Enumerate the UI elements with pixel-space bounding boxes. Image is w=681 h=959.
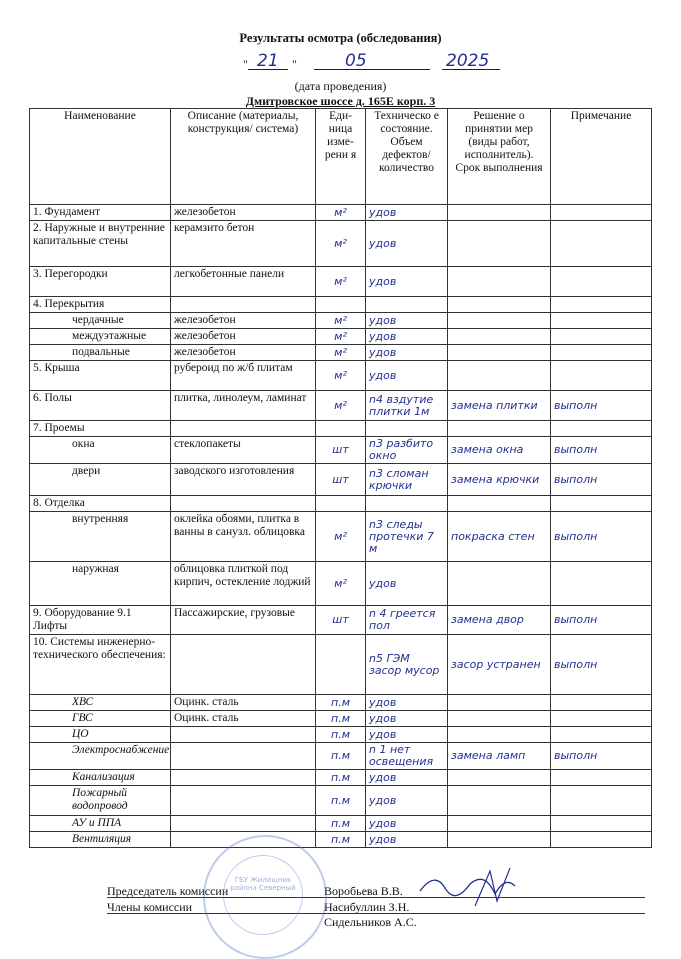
cell-note [551,695,652,711]
cell-unit: м² [316,562,366,606]
cell-unit: п.м [316,770,366,786]
cell-name: 9. Оборудование 9.1 Лифты [30,606,171,635]
cell-unit: шт [316,464,366,496]
cell-desc [171,421,316,437]
cell-unit [316,297,366,313]
table-row [30,329,652,345]
cell-desc: облицовка плиткой под кирпич, остекление лоджий [171,562,316,606]
cell-decision [448,786,551,816]
cell-unit: шт [316,437,366,464]
table-row [30,727,652,743]
cell-desc: Пассажирские, грузовые [171,606,316,635]
cell-state: n 4 греется пол [366,606,448,635]
cell-note [551,267,652,297]
table-row [30,832,652,848]
stamp-text: ГБУ Жилищник района Северный [223,855,303,935]
cell-decision: засор устранен [448,635,551,695]
cell-decision [448,297,551,313]
cell-name: 3. Перегородки [30,267,171,297]
table-row [30,437,652,464]
cell-note: выполн [551,512,652,562]
cell-desc [171,816,316,832]
cell-name: ХВС [30,695,171,711]
cell-name: внутренняя [30,512,171,562]
stamp [203,835,327,959]
cell-note [551,727,652,743]
cell-decision [448,267,551,297]
header-desc: Описание (материалы, конструкция/ система) [171,109,316,205]
table-row [30,205,652,221]
cell-note: выполн [551,464,652,496]
cell-name: 4. Перекрытия [30,297,171,313]
cell-desc: Оцинк. сталь [171,711,316,727]
table-row [30,421,652,437]
cell-name: окна [30,437,171,464]
cell-unit: м² [316,512,366,562]
cell-state: удов [366,832,448,848]
cell-unit [316,421,366,437]
members-label: Члены комиссии [107,900,193,914]
cell-unit: м² [316,221,366,267]
table-row [30,770,652,786]
cell-unit: шт [316,606,366,635]
cell-decision [448,770,551,786]
cell-state [366,297,448,313]
table-row [30,562,652,606]
cell-note [551,816,652,832]
cell-state: n 1 нет освещения [366,743,448,770]
inspection-table [29,108,652,848]
cell-note: выполн [551,391,652,421]
member2-name: Сидельников А.С. [324,915,417,929]
cell-desc: железобетон [171,205,316,221]
cell-state: удов [366,345,448,361]
cell-name: наружная [30,562,171,606]
table-row [30,711,652,727]
cell-note: выполн [551,437,652,464]
cell-unit [316,496,366,512]
cell-state: удов [366,329,448,345]
cell-decision [448,313,551,329]
cell-note [551,421,652,437]
cell-state: удов [366,221,448,267]
cell-name: Вентиляция [30,832,171,848]
cell-note: выполн [551,606,652,635]
cell-note [551,297,652,313]
cell-name: двери [30,464,171,496]
cell-desc [171,635,316,695]
cell-desc [171,496,316,512]
cell-state: удов [366,727,448,743]
cell-desc [171,743,316,770]
cell-unit: п.м [316,695,366,711]
cell-state: удов [366,205,448,221]
cell-state: удов [366,562,448,606]
header-name: Наименование [30,109,171,205]
cell-name: ГВС [30,711,171,727]
cell-name: 2. Наружные и внутренние капитальные стены [30,221,171,267]
cell-name: подвальные [30,345,171,361]
cell-state: удов [366,361,448,391]
cell-desc: железобетон [171,329,316,345]
table-row [30,391,652,421]
cell-unit: м² [316,267,366,297]
cell-decision [448,832,551,848]
cell-name: ЦО [30,727,171,743]
date-year: 2025 [446,51,490,71]
cell-decision [448,695,551,711]
cell-desc: железобетон [171,313,316,329]
header-decision: Решение о принятии мер (виды работ, исполнитель). Срок выполнения [448,109,551,205]
cell-decision: покраска стен [448,512,551,562]
cell-desc: керамзито бетон [171,221,316,267]
cell-name: Пожарный водопровод [30,786,171,816]
cell-state [366,421,448,437]
cell-name: Электроснабжение [30,743,171,770]
cell-name: 5. Крыша [30,361,171,391]
cell-name: 1. Фундамент [30,205,171,221]
cell-unit: п.м [316,816,366,832]
cell-state: n3 сломан крючки [366,464,448,496]
table-row [30,635,652,695]
table-row [30,345,652,361]
table-row [30,512,652,562]
table-row [30,816,652,832]
cell-unit: м² [316,345,366,361]
table-row [30,297,652,313]
cell-decision [448,205,551,221]
chair-name: Воробьева В.В. [324,884,403,898]
cell-name: АУ и ППА [30,816,171,832]
cell-decision [448,496,551,512]
cell-decision [448,345,551,361]
cell-desc: плитка, линолеум, ламинат [171,391,316,421]
cell-decision [448,221,551,267]
date-day: 21 [257,51,279,71]
cell-name: чердачные [30,313,171,329]
cell-decision: замена плитки [448,391,551,421]
table-row [30,695,652,711]
address: Дмитровское шоссе д. 165Е корп. 3 [245,94,436,108]
table-row [30,786,652,816]
table-row [30,606,652,635]
cell-state: n3 следы протечки 7 м [366,512,448,562]
table-row [30,743,652,770]
cell-name: Канализация [30,770,171,786]
cell-state: удов [366,267,448,297]
header-state: Техническо е состояние. Объем дефектов/ количество [366,109,448,205]
cell-unit: м² [316,205,366,221]
cell-state: удов [366,770,448,786]
cell-decision: замена крючки [448,464,551,496]
cell-desc: заводского изготовления [171,464,316,496]
cell-state: удов [366,711,448,727]
cell-unit: п.м [316,832,366,848]
cell-name: 7. Проемы [30,421,171,437]
cell-decision: замена двор [448,606,551,635]
cell-decision [448,329,551,345]
cell-desc: железобетон [171,345,316,361]
cell-state [366,496,448,512]
cell-note [551,313,652,329]
header-note: Примечание [551,109,652,205]
cell-name: 10. Системы инженерно-технического обеспечения: [30,635,171,695]
cell-desc: легкобетонные панели [171,267,316,297]
date-caption: (дата проведения) [294,79,387,93]
cell-state: n4 вздутие плитки 1м [366,391,448,421]
cell-decision [448,816,551,832]
cell-note [551,496,652,512]
cell-note [551,562,652,606]
cell-unit: м² [316,361,366,391]
cell-decision [448,361,551,391]
cell-note [551,832,652,848]
cell-note [551,711,652,727]
cell-unit: п.м [316,727,366,743]
cell-note [551,770,652,786]
cell-unit: м² [316,329,366,345]
cell-state: удов [366,816,448,832]
header-unit: Еди-ница изме-рени я [316,109,366,205]
table-row [30,221,652,267]
cell-note [551,361,652,391]
cell-decision [448,711,551,727]
cell-name: 8. Отделка [30,496,171,512]
cell-desc: Оцинк. сталь [171,695,316,711]
cell-unit [316,635,366,695]
cell-state: удов [366,786,448,816]
table-row [30,313,652,329]
cell-note: выполн [551,743,652,770]
cell-note [551,205,652,221]
cell-note [551,345,652,361]
cell-desc [171,727,316,743]
cell-unit: м² [316,391,366,421]
table-row [30,464,652,496]
cell-decision: замена ламп [448,743,551,770]
cell-desc [171,297,316,313]
cell-note [551,329,652,345]
chair-signature [415,866,525,911]
member1-name: Насибуллин З.Н. [324,900,410,914]
cell-note: выполн [551,635,652,695]
cell-state: удов [366,313,448,329]
cell-desc [171,786,316,816]
cell-name: 6. Полы [30,391,171,421]
cell-note [551,221,652,267]
cell-desc: оклейка обоями, плитка в ванны в санузл. облицовка [171,512,316,562]
cell-desc: рубероид по ж/б плитам [171,361,316,391]
table-row [30,496,652,512]
cell-state: n5 ГЭМ засор мусор [366,635,448,695]
cell-decision: замена окна [448,437,551,464]
chair-label: Председатель комиссии [107,884,229,898]
table-row [30,267,652,297]
document-title: Результаты осмотра (обследования) [239,31,442,45]
cell-unit: п.м [316,711,366,727]
cell-name: междуэтажные [30,329,171,345]
cell-decision [448,562,551,606]
cell-unit: м² [316,313,366,329]
cell-decision [448,421,551,437]
cell-unit: п.м [316,743,366,770]
cell-desc: стеклопакеты [171,437,316,464]
cell-note [551,786,652,816]
cell-state: удов [366,695,448,711]
date-month: 05 [345,51,367,71]
cell-state: n3 разбито окно [366,437,448,464]
cell-unit: п.м [316,786,366,816]
table-row [30,361,652,391]
cell-decision [448,727,551,743]
cell-desc [171,770,316,786]
